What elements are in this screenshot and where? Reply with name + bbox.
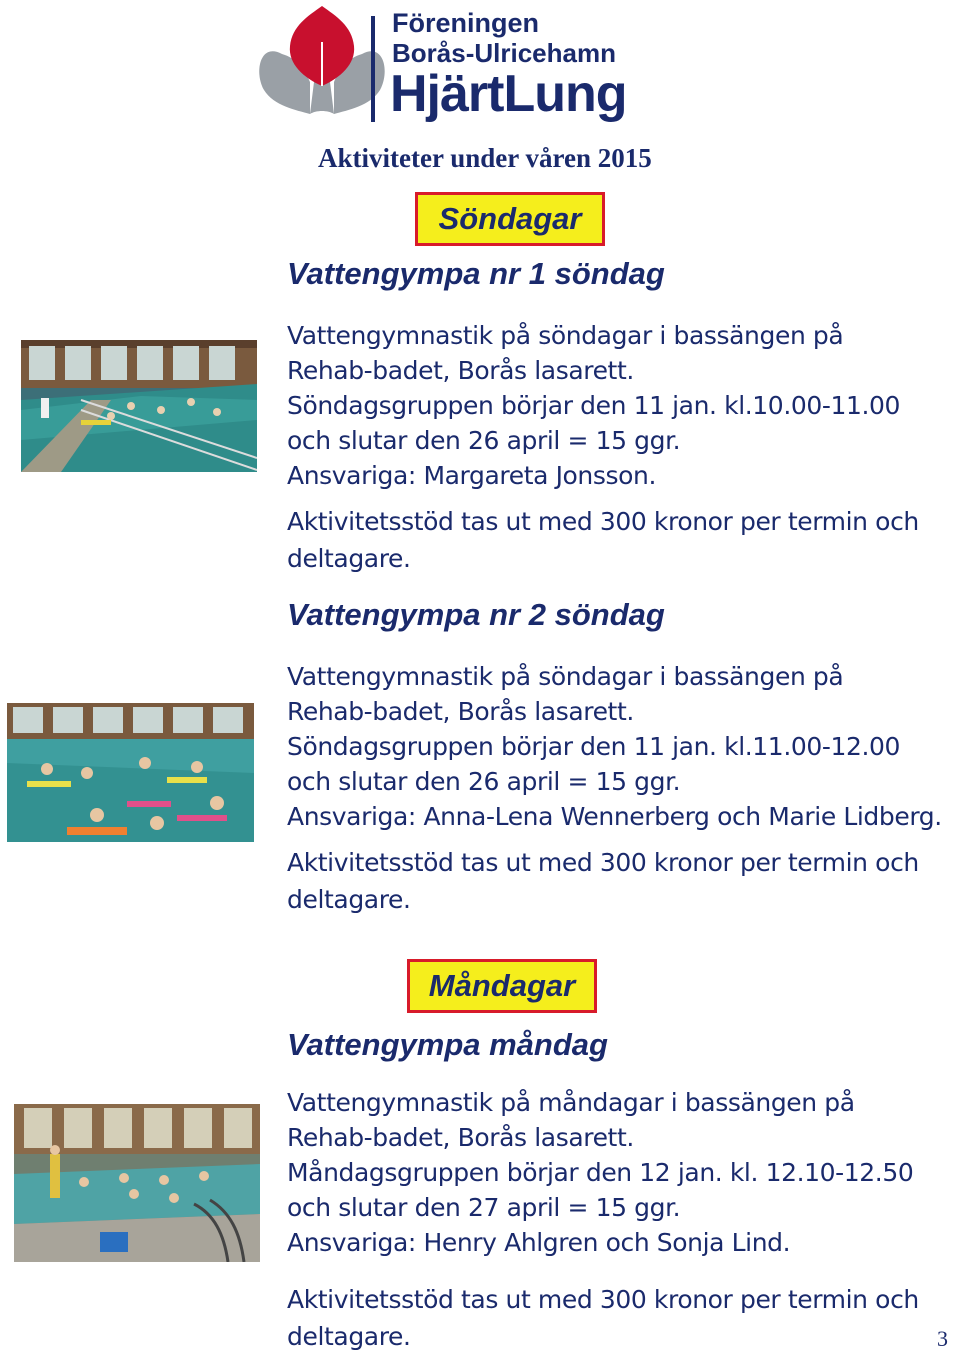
section-title-2: Vattengympa nr 2 söndag (287, 597, 665, 632)
section-1-support-line-1: Aktivitetsstöd tas ut med 300 kronor per termin och (287, 507, 919, 536)
section-3-line-3: Måndagsgruppen börjar den 12 jan. kl. 12.10-12.50 (287, 1158, 914, 1187)
section-2-line-5: Ansvariga: Anna-Lena Wennerberg och Marie Lidberg. (287, 802, 942, 831)
section-3-line-2: Rehab-badet, Borås lasarett. (287, 1123, 634, 1152)
pool-photo-1 (21, 340, 257, 472)
pool-photo-3 (14, 1104, 260, 1262)
section-3-line-5: Ansvariga: Henry Ahlgren och Sonja Lind. (287, 1228, 791, 1257)
section-2-support-line-1: Aktivitetsstöd tas ut med 300 kronor per termin och (287, 848, 919, 877)
section-2-support (287, 844, 919, 918)
section-1-line-5: Ansvariga: Margareta Jonsson. (287, 461, 657, 490)
section-3-body (287, 1085, 913, 1260)
section-1-support (287, 503, 919, 577)
section-1-body (287, 318, 900, 493)
tulip-icon (259, 6, 384, 114)
section-1-line-1: Vattengymnastik på söndagar i bassängen på (287, 321, 844, 350)
section-1-line-2: Rehab-badet, Borås lasarett. (287, 356, 634, 385)
section-1-support-line-2: deltagare. (287, 544, 411, 573)
page-title: Aktiviteter under våren 2015 (318, 143, 652, 173)
section-2-line-2: Rehab-badet, Borås lasarett. (287, 697, 634, 726)
section-title-3: Vattengympa måndag (287, 1027, 608, 1062)
logo-line-3: HjärtLung (390, 65, 627, 123)
section-2-line-3: Söndagsgruppen börjar den 11 jan. kl.11.00-12.00 (287, 732, 901, 761)
pool-photo-2 (7, 703, 254, 842)
section-3-support (287, 1281, 919, 1355)
section-2-line-4: och slutar den 26 april = 15 ggr. (287, 767, 681, 796)
page-number: 3 (937, 1326, 948, 1351)
section-3-support-line-1: Aktivitetsstöd tas ut med 300 kronor per termin och (287, 1285, 919, 1314)
section-1-line-3: Söndagsgruppen börjar den 11 jan. kl.10.00-11.00 (287, 391, 901, 420)
logo-line-1: Föreningen (392, 8, 539, 38)
section-3-line-1: Vattengymnastik på måndagar i bassängen på (287, 1088, 855, 1117)
section-1-line-4: och slutar den 26 april = 15 ggr. (287, 426, 681, 455)
section-2-line-1: Vattengymnastik på söndagar i bassängen på (287, 662, 844, 691)
section-3-support-line-2: deltagare. (287, 1322, 411, 1351)
logo-line-2: Borås-Ulricehamn (392, 38, 616, 68)
section-title-1: Vattengympa nr 1 söndag (287, 256, 665, 291)
section-2-support-line-2: deltagare. (287, 885, 411, 914)
section-2-body (287, 659, 942, 834)
day-label-sundays: Söndagar (415, 192, 605, 246)
section-3-line-4: och slutar den 27 april = 15 ggr. (287, 1193, 681, 1222)
day-label-mondays: Måndagar (407, 959, 597, 1013)
